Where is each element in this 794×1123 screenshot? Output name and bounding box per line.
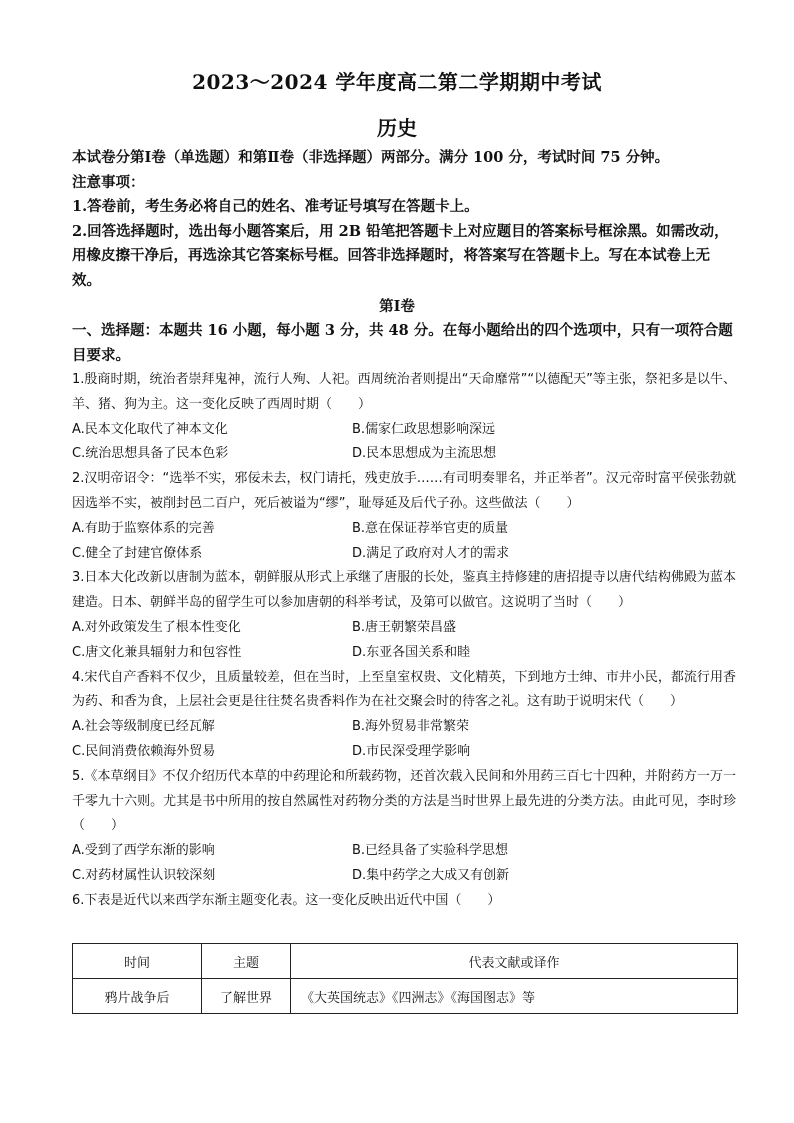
notice-item-2: 2.回答选择题时，选出每小题答案后，用 2B 铅笔把答题卡上对应题目的答案标号框涂黑。如需改动，用橡皮擦干净后，再选涂其它答案标号框。回答非选择题时，将答案写在答题卡上。写在本试卷上无效。	[72, 222, 729, 289]
section-instruction	[72, 318, 736, 368]
question-options	[72, 616, 736, 666]
option-b: B.唐王朝繁荣昌盛	[352, 619, 457, 635]
column-header-documents: 代表文献或译作	[291, 944, 738, 979]
option-d: D.民本思想成为主流思想	[352, 446, 497, 462]
option-b: B.海外贸易非常繁荣	[352, 719, 470, 735]
option-c: C.统治思想具备了民本色彩	[72, 446, 229, 462]
table-row	[73, 979, 738, 1014]
question-options	[72, 715, 736, 765]
question-6	[72, 889, 736, 914]
option-c: C.健全了封建官僚体系	[72, 545, 203, 561]
question-stem: 5.《本草纲目》不仅介绍历代本草的中药理论和所载药物，还首次载入民间和外用药三百七十四种，并附药方一万一千零九十六则。尤其是书中所用的按自然属性对药物分类的方法是当时世界上最先进的分类方法。由此可见，李时珍（ ）	[72, 768, 736, 834]
section-title: 第Ⅰ卷	[379, 298, 415, 315]
option-a: A.对外政策发生了根本性变化	[72, 619, 241, 635]
option-c: C.对药材属性认识较深刻	[72, 867, 216, 883]
option-a: A.受到了西学东渐的影响	[72, 843, 215, 859]
option-a: A.社会等级制度已经瓦解	[72, 719, 215, 735]
question-5	[72, 765, 736, 889]
question-1	[72, 368, 736, 467]
table-cell-theme: 了解世界	[202, 979, 291, 1014]
column-header-time: 时间	[73, 944, 202, 979]
table-cell-time: 鸦片战争后	[73, 979, 202, 1014]
option-b: B.已经具备了实验科学思想	[352, 843, 509, 859]
question-options	[72, 517, 736, 567]
question-stem: 1.殷商时期，统治者崇拜鬼神，流行人殉、人祀。西周统治者则提出“天命靡常”“以德配天”等主张，祭祀多是以牛、羊、猪、狗为主。这一变化反映了西周时期（ ）	[72, 372, 736, 412]
question-stem: 4.宋代自产香料不仅少，且质量较差，但在当时，上至皇室权贵、文化精英，下到地方士绅、市井小民，都流行用香为药、和香为食，上层社会更是往往焚名贵香料作为在社交聚会时的待客之礼。这有助于说明宋代（ ）	[72, 669, 736, 710]
option-c: C.民间消费依赖海外贸易	[72, 743, 216, 759]
question-3	[72, 566, 736, 665]
topic-table	[72, 943, 738, 1014]
option-c: C.唐文化兼具辐射力和包容性	[72, 644, 242, 660]
option-d: D.市民深受理学影响	[352, 743, 471, 759]
option-d: D.满足了政府对人才的需求	[352, 545, 510, 561]
table-cell-documents: 《大英国统志》《四洲志》《海国图志》等	[291, 979, 738, 1014]
option-d: D.集中药学之大成又有创新	[352, 867, 510, 883]
question-stem: 3.日本大化改新以唐制为蓝本，朝鲜服从形式上承继了唐服的长处，鉴真主持修建的唐招提寺以唐代结构佛殿为蓝本建造。日本、朝鲜半岛的留学生可以参加唐朝的科举考试，及第可以做官。这说明了当时（ ）	[72, 570, 736, 611]
notice-intro: 本试卷分第Ⅰ卷（单选题）和第Ⅱ卷（非选择题）两部分。满分 100 分，考试时间 75 分钟。	[72, 149, 670, 166]
exam-notice	[72, 146, 736, 293]
question-options	[72, 418, 736, 468]
question-2	[72, 467, 736, 566]
option-a: A.有助于监察体系的完善	[72, 520, 215, 536]
subject-title: 历史	[377, 116, 417, 140]
exam-title: 2023～2024 学年度高二第二学期期中考试	[192, 70, 602, 94]
section-instruction-text: 一、选择题：本题共 16 小题，每小题 3 分，共 48 分。在每小题给出的四个选项中，只有一项符合题目要求。	[72, 322, 733, 364]
option-b: B.意在保证荐举官吏的质量	[352, 520, 509, 536]
question-4	[72, 666, 736, 765]
notice-heading: 注意事项：	[72, 173, 145, 191]
question-stem: 6.下表是近代以来西学东渐主题变化表。这一变化反映出近代中国（ ）	[72, 892, 501, 908]
question-list	[72, 368, 736, 914]
notice-item-1: 1.答卷前，考生务必将自己的姓名、准考证号填写在答题卡上。	[72, 198, 479, 215]
table-header-row	[73, 944, 738, 979]
question-options	[72, 839, 736, 889]
question-stem: 2.汉明帝诏令：“选举不实，邪佞未去，权门请托，残吏放手……有司明奏罪名，并正举者”。汉元帝时富平侯张勃就因选举不实，被削封邑二百户，死后被谥为“缪”，耻辱延及后代子孙。这些做法（ ）	[72, 471, 736, 511]
option-a: A.民本文化取代了神本文化	[72, 421, 228, 437]
option-d: D.东亚各国关系和睦	[352, 644, 471, 660]
column-header-theme: 主题	[202, 944, 291, 979]
option-b: B.儒家仁政思想影响深远	[352, 421, 496, 437]
